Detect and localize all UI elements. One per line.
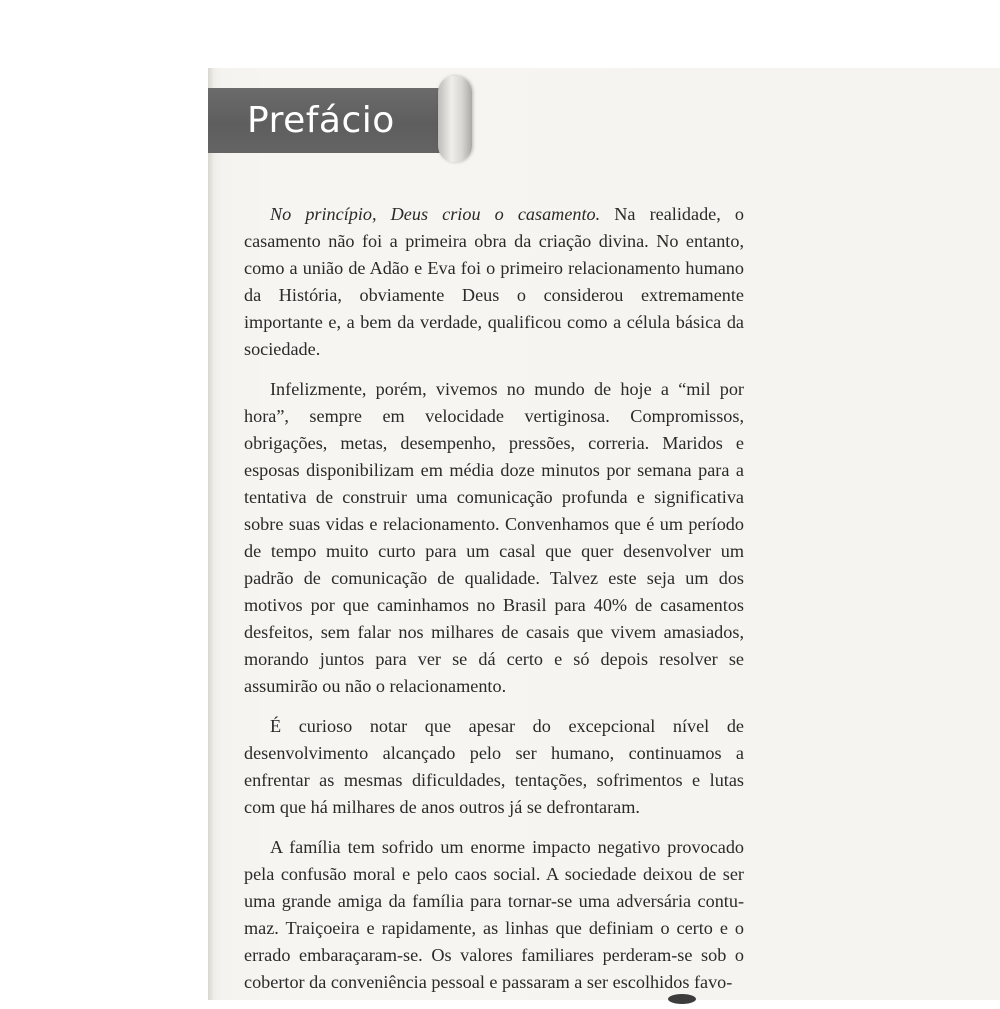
preface-body — [244, 201, 744, 1009]
paragraph-4: A família tem sofrido um enorme impacto negativo provocado pela confusão moral e pelo caos social. A sociedade deixou de ser uma grande amiga da família para tornar-se uma adversária contumaz. Traiçoeira e rapidamente, as linhas que definiam o certo e o errado embaraçaram-se. Os valores familiares perderam-se sob o cobertor da conveniência pessoal e passaram a ser escolhidos favo- — [244, 837, 744, 992]
paragraph-3: É curioso notar que apesar do excepcional nível de desenvolvimento alcançado pelo ser humano, continuamos a enfrentar as mesmas dificuldades, tentações, sofrimentos e lutas com que há milhares de anos outros já se defrontaram. — [244, 716, 744, 817]
paragraph-1 — [244, 201, 744, 363]
paragraph-1-lead: No princípio, Deus criou o casamento. — [270, 204, 601, 224]
paper-curl-decoration — [438, 76, 472, 162]
paragraph-1-text: Na realidade, o casamento não foi a primeira obra da criação divina. No entanto, como a união de Adão e Eva foi o primeiro relacionamento humano da História, obviamente Deus o considerou extremamente importante e, a bem da verdade, qualificou como a célula básica da sociedade. — [244, 204, 744, 359]
chapter-title: Prefácio — [247, 100, 395, 141]
paragraph-2: Infelizmente, porém, vivemos no mundo de hoje a “mil por hora”, sempre em velocidade vertiginosa. Compromissos, obrigações, metas, desempenho, pressões, correria. Maridos e esposas disponibilizam em média doze minutos por semana para a tentativa de construir uma comunicação profunda e significativa sobre suas vidas e relacionamento. Convenhamos que é um período de tempo muito curto para um casal que quer desenvolver um padrão de comunicação de qualidade. Talvez este seja um dos motivos por que caminhamos no Brasil para 40% de casamentos desfeitos, sem falar nos milhares de casais que vivem amasiados, morando juntos para ver se dá certo e só depois resolver se assumirão ou não o relacionamento. — [244, 379, 744, 696]
binding-mark — [668, 994, 696, 1004]
page-edge-shadow — [208, 68, 214, 1000]
